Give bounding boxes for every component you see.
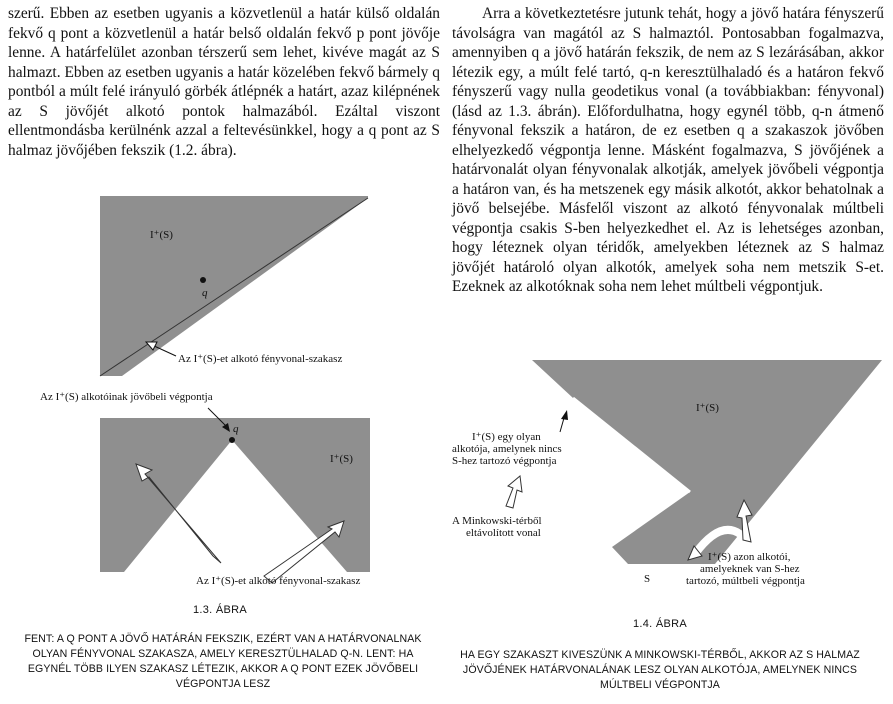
right-column-paragraph: Arra a következtetésre jutunk tehát, hogy a jövő határa fényszerű távolságra van magától az S halmaztól. Pontosabban fogalmazva, amennyiben q a jövő határán fekszik, de nem az S lezárásában, akkor létezik egy, a múlt felé tartó, q-n keresztülhaladó és a határon fekvő fényszerű vagy nulla geodetikus vonal (a továbbiakban: fényvonal) (lásd az 1.3. ábrán). Előfordulhatna, hogy egynél több, q-n átmenő fényvonal fekszik a határon, de ez esetben q a szakaszok jövőben elhelyezkedő végpontja lenne. Másként fogalmazva, S jövőjének a határvonalát olyan fényvonalak alkotják, amelyek jövőbeli végpontja a határon van, és ha metszenek egy másik alkotót, akkor behatolnak a jövő belsejébe. Másfelől viszont az alkotó fényvonalak múltbeli végpontja csakis S-ben helyezkedhet el. Az is lehetséges azonban, hogy léteznek olyan téridők, amelyekben léteznek az S halmaz jövőjét határoló olyan alkotók, amelyek soha nem metszik S-et. Ezeknek az alkotóknak soha nem lehet múltbeli végpontjuk. [452,5,884,295]
left-pointer-head [561,410,568,420]
hollow-arrow-removed [506,476,522,508]
point-q-dot-bottom [229,437,235,443]
region-label-1-4: I⁺(S) [696,402,719,414]
future-region-1-4 [532,360,882,564]
figure-1-4-caption-title: 1.4. ÁBRA [632,618,688,630]
left-label-line-3: S-hez tartozó végpontja [452,455,557,467]
future-region-bottom [100,418,370,572]
right-label-line-2: amelyeknek van S-hez [700,563,800,575]
figure-1-3-bottom [0,386,440,596]
point-q-label-top: q [202,287,208,299]
left-label-line-2: alkotója, amelynek nincs [452,443,562,455]
left-column-paragraph: szerű. Ebben az esetben ugyanis a közvetlenül a határ külső oldalán fekvő q pont a közvetlenül a határ belső oldalán fekvő p pont jövője lenne. A határfelület azonban térszerű sem lehet, kivéve magát az S halmazt. Ebben az esetben ugyanis a határ közelében fekvő bármely q pontból a múlt felé irányuló görbék átlépnék a határt, azaz kilépnének az S jövőjét alkotó pontok halmazából. Ezáltal viszont ellentmondásba kerülnénk azzal a feltevésünkkel, hogy a q pont az S halmaz jövőjében fekszik (1.2. ábra). [8,5,440,159]
figure-1-3-caption-title: 1.3. ÁBRA [192,604,248,616]
endpoint-label: Az I⁺(S) alkotóinak jövőbeli végpontja [40,391,213,403]
arrow-label-bottom: Az I⁺(S)-et alkotó fényvonal-szakasz [196,575,361,587]
figure-1-4 [440,352,893,602]
figure-1-3-top [0,190,440,380]
point-q-label-bottom: q [233,423,239,435]
region-label-bottom: I⁺(S) [330,453,353,465]
right-label-line-1: I⁺(S) azon alkotói, [708,551,791,563]
set-label: S [644,573,651,585]
left-pointer-shaft [560,418,564,432]
figure-1-4-caption-text: HA EGY SZAKASZT KIVESZÜNK A MINKOWSKI-TÉRBŐL, AKKOR AZ S HALMAZ JÖVŐJÉNEK HATÁRVONALÁNAK LESZ OLYAN ALKOTÓJA, AMELYNEK NINCS MÚLTBELI VÉGPONTJA [460,649,860,691]
arrow-label-top: Az I⁺(S)-et alkotó fényvonal-szakasz [178,353,343,365]
removed-label-line-1: A Minkowski-térből [452,515,542,527]
right-label-line-3: tartozó, múltbeli végpontja [686,575,805,587]
point-q-dot [200,277,206,283]
left-label-line-1: I⁺(S) egy olyan [472,431,541,443]
figure-1-3-caption-text: FENT: A Q PONT A JÖVŐ HATÁRÁN FEKSZIK, EZÉRT VAN A HATÁRVONALNAK OLYAN FÉNYVONAL SZAKASZA, AMELY KERESZTÜLHALAD Q-N. LENT: HA EGYNÉL TÖBB ILYEN SZAKASZ LÉTEZIK, AKKOR A Q PONT EZEK JÖVŐBELI VÉGPONTJA LESZ [24,633,422,690]
removed-label-line-2: eltávolított vonal [466,527,541,539]
region-label-top: I⁺(S) [150,229,173,241]
